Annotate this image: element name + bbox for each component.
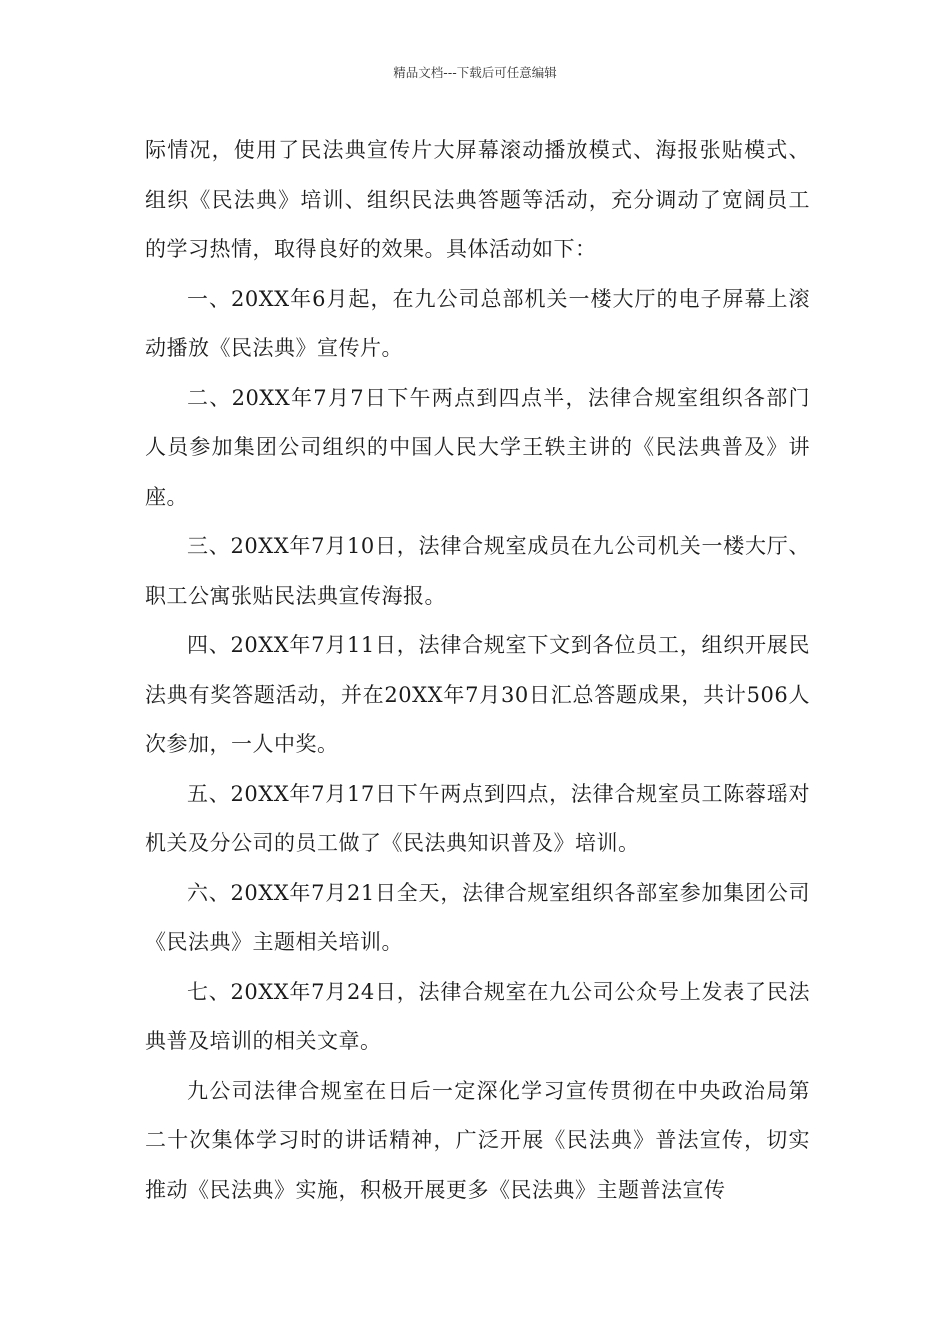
- paragraph-item-1: 一、20XX年6月起，在九公司总部机关一楼大厅的电子屏幕上滚动播放《民法典》宣传片。: [145, 286, 810, 360]
- paragraph-item-2: 二、20XX年7月7日下午两点到四点半，法律合规室组织各部门人员参加集团公司组织的中国人民大学王轶主讲的《民法典普及》讲座。: [145, 385, 810, 509]
- paragraph-item-4: 四、20XX年7月11日，法律合规室下文到各位员工，组织开展民法典有奖答题活动，并在20XX年7月30日汇总答题成果，共计506人次参加，一人中奖。: [145, 633, 810, 756]
- paragraph-item-3: 三、20XX年7月10日，法律合规室成员在九公司机关一楼大厅、职工公寓张贴民法典宣传海报。: [145, 534, 810, 608]
- paragraph-item-5: 五、20XX年7月17日下午两点到四点，法律合规室员工陈蓉瑶对机关及分公司的员工做了《民法典知识普及》培训。: [145, 781, 810, 855]
- paragraph-intro-continuation: 际情况，使用了民法典宣传片大屏幕滚动播放模式、海报张贴模式、组织《民法典》培训、组织民法典答题等活动，充分调动了宽阔员工的学习热情，取得良好的效果。具体活动如下：: [145, 138, 810, 261]
- paragraph-item-6: 六、20XX年7月21日全天，法律合规室组织各部室参加集团公司《民法典》主题相关培训。: [145, 880, 810, 954]
- document-body: [145, 126, 810, 1215]
- paragraph-conclusion: 九公司法律合规室在日后一定深化学习宣传贯彻在中央政治局第二十次集体学习时的讲话精神，广泛开展《民法典》普法宣传，切实推动《民法典》实施，积极开展更多《民法典》主题普法宣传: [145, 1078, 810, 1202]
- page-header: 精品文档---下载后可任意编辑: [393, 65, 557, 80]
- paragraph-item-7: 七、20XX年7月24日，法律合规室在九公司公众号上发表了民法典普及培训的相关文章。: [145, 979, 810, 1053]
